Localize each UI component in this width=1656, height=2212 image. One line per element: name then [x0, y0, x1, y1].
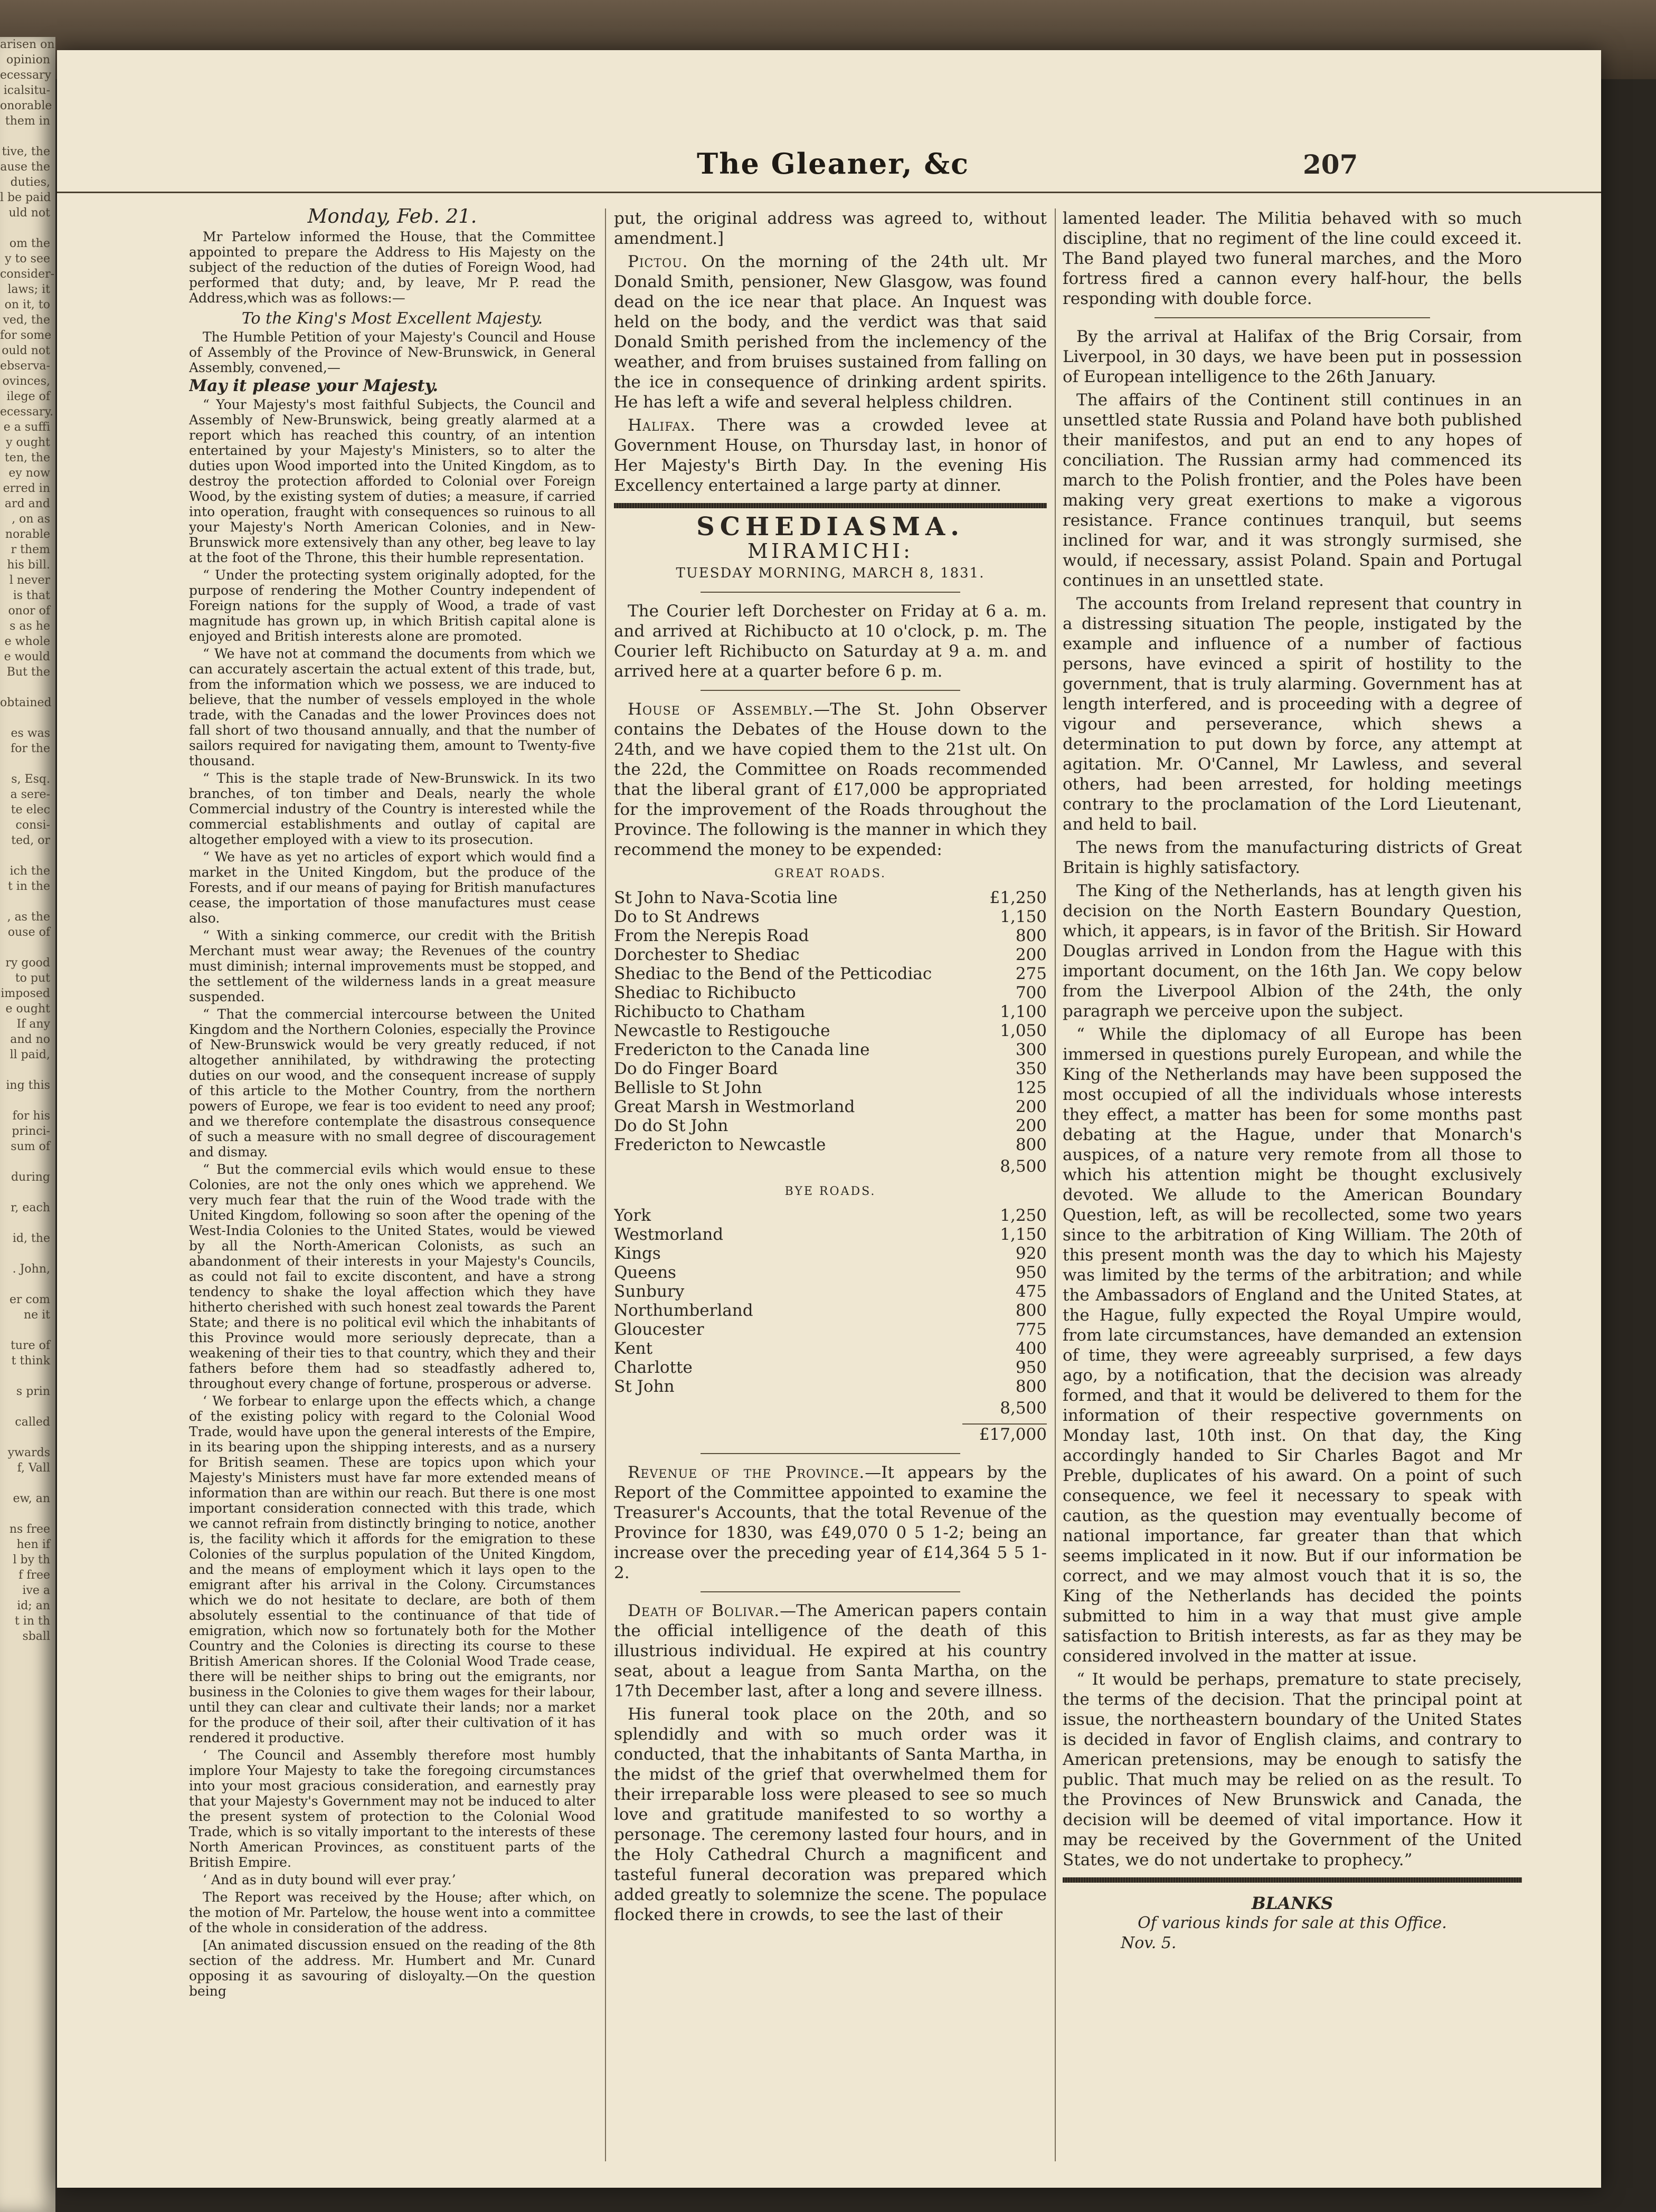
road-row: [614, 926, 1047, 945]
great-roads-total: 8,500: [1000, 1157, 1047, 1176]
road-row: [614, 888, 1047, 907]
facing-page-fragment: s, Esq.: [11, 773, 50, 786]
facing-page-fragment: erred in: [3, 482, 50, 495]
facing-page-fragment: [0, 221, 55, 236]
facing-page-fragment: ey now: [8, 467, 50, 480]
facing-page-fragment: t in the: [7, 880, 50, 893]
address-paragraph: The Report was received by the House; after which, on the motion of Mr. Partelow, the house went into a committee of the whole in consideration of the address.: [189, 1890, 595, 1935]
facing-page-fragment: onor of: [8, 604, 50, 618]
facing-page-fragment: [0, 1185, 55, 1200]
facing-page-fragment: hen if: [16, 1538, 50, 1551]
assembly-heading: House of Assembly.: [628, 700, 814, 719]
address-paragraph: “ Your Majesty's most faithful Subjects, the Council and Assembly of New-Brunswick, being greatly alarmed at a report which has reached this country, of an intention entertained by your Majesty's Ministers, so to alter the duties upon Wood imported into the United Kingdom, as to destroy the protection afforded to Colonial over Foreign Wood, by the existing system of duties; a measure, if carried into operation, fraught with consequences so ruinous to all your Majesty's North American Colonies, and in New-Brunswick more extensively than any other, beg leave to lay at the foot of the Throne, this their humble representation.: [189, 397, 595, 565]
road-name: Shediac to the Bend of the Petticodiac: [614, 964, 932, 983]
road-amount: 1,250: [1000, 1206, 1047, 1225]
facing-page-fragment: [0, 710, 55, 726]
address-paragraph: [An animated discussion ensued on the reading of the 8th section of the address. Mr. Humbert and Mr. Cunard opposing it as savouring of disloyalty.—On the question being: [189, 1938, 595, 1999]
facing-page-fragment: ilege of: [6, 390, 50, 403]
facing-page-fragment: ive a: [22, 1584, 50, 1597]
facing-page-fragment: s prin: [16, 1385, 50, 1398]
road-row: [614, 1097, 1047, 1116]
facing-page-fragment: ing this: [6, 1079, 50, 1092]
facing-page-fragment: e whole: [4, 635, 50, 648]
facing-page-fragment: sum of: [11, 1140, 50, 1153]
road-row: [614, 1078, 1047, 1097]
road-row: [614, 1021, 1047, 1040]
section-rule: [1063, 1877, 1522, 1883]
facing-page-fragment: [0, 129, 55, 144]
address-paragraph: “ Under the protecting system originally adopted, for the purpose of rendering the Mother Country independent of Foreign nations for the supply of Wood, a trade of vast magnitude has grown up, in which British capital alone is enjoyed and British interests alone are promoted.: [189, 567, 595, 644]
facing-page-fragment: ywards: [7, 1446, 50, 1459]
bye-roads-heading: BYE ROADS.: [784, 1185, 876, 1198]
road-name: Gloucester: [614, 1320, 704, 1339]
place-line: MIRAMICHI:: [747, 539, 913, 563]
road-name: Do to St Andrews: [614, 907, 760, 926]
header-rule: [57, 192, 1601, 193]
facing-page-fragment: obtained: [0, 696, 52, 709]
facing-page-fragment: l by th: [13, 1553, 50, 1567]
facing-page-fragment: on it, to: [4, 298, 50, 311]
address-paragraph: “ This is the staple trade of New-Brunswick. In its two branches, of ton timber and Deals, nearly the whole Commercial industry of the Country is interested while the commercial establishments and outlay of capital are altogether employed with a view to its prosecution.: [189, 771, 595, 847]
facing-page-fragment: y to see: [5, 252, 50, 265]
address-paragraph: “ With a sinking commerce, our credit with the British Merchant must wear away; the Revenues of the country must diminish; internal improvements must be stopped, and the settlement of the wilderness lands in a great measure suspended.: [189, 928, 595, 1004]
road-name: Westmorland: [614, 1225, 724, 1244]
petition-line: The Humble Petition of your Majesty's Council and House of Assembly of the Province of New-Brunswick, in General Assembly, convened,—: [189, 329, 595, 375]
divider: [701, 1453, 960, 1454]
facing-page-fragment: f free: [18, 1569, 50, 1582]
road-amount: 475: [1015, 1282, 1047, 1301]
facing-page-fragment: s as he: [10, 620, 50, 633]
road-name: Do do St John: [614, 1116, 728, 1135]
facing-page-fragment: consi-: [15, 819, 50, 832]
facing-page-fragment: [0, 1476, 55, 1491]
road-amount: 350: [1015, 1059, 1047, 1078]
address-paragraph: “ We have as yet no articles of export which would find a market in the United Kingdom, but the produce of the Forests, and if our means of paying for British manufactures cease, the importation of those manufactures must cease also.: [189, 849, 595, 926]
address-paragraph: “ That the commercial intercourse between the United Kingdom and the Northern Colonies, especially the Province of New-Brunswick would be very greatly reduced, if not altogether annihilated, by withdrawing the protecting duties on our wood, and the consequent increase of supply of this article to the Mother Country, from the northern powers of Europe, we fear is too evident to need any proof; and we therefore contemplate the disastrous consequence of such a measure with no small degree of discouragement and dismay.: [189, 1007, 595, 1160]
road-row: [614, 1320, 1047, 1339]
divider: [701, 1591, 960, 1592]
road-amount: 1,150: [1000, 1225, 1047, 1244]
facing-page-fragment: [0, 1399, 55, 1414]
facing-page-fragment: ovinces,: [2, 375, 50, 388]
address-paragraph: ‘ The Council and Assembly therefore most humbly implore Your Majesty to take the foregoing circumstances into your most gracious consideration, and earnestly pray that your Majesty's Government may not be induced to alter the present system of protection to the Colonial Wood Trade, which is so vitally important to the interests of these North American Provinces, as constituent parts of the British Empire.: [189, 1748, 595, 1870]
facing-page-fragment: om the: [9, 237, 50, 250]
bye-roads-total: 8,500: [1000, 1399, 1047, 1418]
road-row: [614, 1358, 1047, 1377]
salutation: May it please your Majesty.: [189, 376, 439, 395]
facing-page-fragment: laws; it: [7, 283, 50, 296]
revenue-heading: Revenue of the Province.: [628, 1463, 865, 1482]
road-name: Dorchester to Shediac: [614, 945, 800, 964]
road-amount: 1,100: [1000, 1002, 1047, 1021]
facing-page-fragment: ved, the: [3, 314, 50, 327]
facing-page-fragment: e a suffi: [3, 421, 50, 434]
facing-page-fragment: e ought: [5, 1002, 50, 1015]
facing-page-fragment: ew, an: [13, 1492, 50, 1505]
facing-page-fragment: [0, 1093, 55, 1108]
courier-paragraph: The Courier left Dorchester on Friday at 6 a. m. and arrived at Richibucto at 10 o'clock, p. m. The Courier left Richibucto on Saturday at 9 a. m. and arrived here at a quarter before 6 p. m.: [614, 602, 1047, 681]
continuation-text: lamented leader. The Militia behaved with so much discipline, that no regiment of the line could exceed it. The Band played two funeral marches, and the Moro fortress fired a cannon every half-hour, the bells responding with double force.: [1063, 209, 1522, 308]
facing-page-fragment: ouse of: [7, 926, 50, 939]
road-row: [614, 1263, 1047, 1282]
facing-page-fragment: , as the: [7, 910, 50, 924]
road-amount: 800: [1015, 1301, 1047, 1320]
halifax-paragraph: [614, 415, 1047, 496]
facing-page-fragment: for some: [0, 329, 52, 342]
facing-page-fragment: ecessary: [0, 69, 52, 82]
facing-page-fragment: ns free: [9, 1523, 50, 1536]
facing-page-fragment: icalsitu-: [3, 84, 50, 97]
road-row: [614, 1116, 1047, 1135]
newspaper-page: [57, 50, 1601, 2188]
quote-paragraph: “ It would be perhaps, premature to state precisely, the terms of the decision. That the principal point at issue, the northeastern boundary of the United States is decided in favor of English claims, and contrary to American pretensions, may be enough to satisfy the public. That much may be relied on as the result. To the Provinces of New Brunswick and Canada, the decision will be deemed of vital importance. How it may be received by the Government of the United States, we do not undertake to prophecy.”: [1063, 1670, 1522, 1869]
road-name: Do do Finger Board: [614, 1059, 778, 1078]
facing-page-fragment: ll paid,: [10, 1048, 50, 1061]
road-amount: 200: [1015, 1097, 1047, 1116]
address-paragraph: “ But the commercial evils which would ensue to these Colonies, are not the only ones which we apprehend. We very much fear that the ruin of the Wood trade with the United Kingdom, following so soon after the opening of the West-India Colonies to the United States, would be viewed by all the North-American Colonists, as such an abandonment of their interests in your Majesty's Councils, as could not fail to excite discontent, and have a strong tendency to shake the loyal affection which they have hitherto cherished with such honest zeal towards the Parent State; and there is no political evil which the inhabitants of this Province would more seriously deprecate, than a weakening of their ties to that country, which they and their fathers before them had so steadfastly adhered to, throughout every change of fortune, prosperous or adverse.: [189, 1162, 595, 1391]
facing-page-fragment: [0, 848, 55, 863]
road-row: [614, 1040, 1047, 1059]
assembly-paragraph: [614, 699, 1047, 860]
halifax-heading: Halifax.: [628, 416, 696, 435]
facing-page-fragment: uld not: [8, 206, 50, 220]
facing-page-fragment: ten, the: [4, 451, 50, 464]
facing-page-fragment: to put: [15, 972, 50, 985]
road-name: Richibucto to Chatham: [614, 1002, 806, 1021]
page-header: [57, 143, 1601, 190]
road-amount: 275: [1015, 964, 1047, 983]
revenue-paragraph: [614, 1463, 1047, 1583]
facing-page-fragment: and no: [10, 1033, 50, 1046]
road-amount: 200: [1015, 1116, 1047, 1135]
road-row: [614, 1377, 1047, 1396]
road-amount: 920: [1015, 1244, 1047, 1263]
facing-page-fragment: But the: [6, 666, 50, 679]
divider: [1155, 317, 1430, 318]
assembly-text: —The St. John Observer contains the Debates of the House down to the 24th, and we have copied them to the 21st ult. On the 22d, the Committee on Roads recommended that the liberal grant of £17,000 be appropriated for the improvement of the Roads throughout the Province. The following is the manner in which they recommend the money to be expended:: [614, 700, 1047, 859]
address-body: [189, 397, 595, 1999]
address-title: To the King's Most Excellent Majesty.: [241, 309, 543, 328]
facing-page-fragment: ebserva-: [0, 359, 50, 373]
grand-total: £17,000: [962, 1423, 1047, 1445]
running-title: The Gleaner, &c: [697, 147, 969, 181]
facing-page-edge: [0, 37, 55, 2212]
facing-page-fragment: [0, 680, 55, 695]
facing-page-fragment: for his: [12, 1109, 50, 1123]
road-row: [614, 1282, 1047, 1301]
quote-paragraph: “ While the diplomacy of all Europe has been immersed in questions purely European, and while the King of the Netherlands may have been supposed the most occupied of all the individuals whose interests they effect, a matter has been for some months past debating at the Hague, under that Monarch's auspices, of a nature very remote from all those to which his attention might be thought exclusively devoted. We allude to the American Boundary Question, left, as will be recollected, some two years since to the arbitration of King William. The 20th of this present month was the day to which his Majesty was limited by the terms of the arbitration; and while the Ambassadors of England and the United States, at the Hague, fully expected the Royal Umpire would, from late circumstances, have demanded an extension of time, they were agreeably surprised, a few days ago, by a notification, that the decision was already formed, and that it would be delivered to them for the information of their respective governments on Monday last, 10th inst. On that day, the King accordingly handed to Sir Charles Bagot and Mr Preble, duplicates of his award. On a point of such consequence, we feel it necessary to speak with caution, as the question may eventually become of national importance, far greater than that which seems implicated in it now. But if our information be correct, and we may almost vouch that it is so, the King of the Netherlands has decided the points submitted to him in a way that must give ample satisfaction to British interests, as far as they may be considered involved in the matter at issue.: [1063, 1025, 1522, 1666]
blanks-advert: Of various kinds for sale at this Office.: [1138, 1914, 1447, 1932]
masthead: SCHEDIASMA.: [696, 512, 964, 542]
facing-page-fragment: consider-: [0, 268, 55, 281]
facing-page-fragment: [0, 1323, 55, 1338]
road-amount: 950: [1015, 1358, 1047, 1377]
road-amount: 300: [1015, 1040, 1047, 1059]
halifax-text: There was a crowded levee at Government House, on Thursday last, in honor of Her Majesty's Birth Day. In the evening His Excellency entertained a large party at dinner.: [614, 416, 1047, 495]
pictou-text: On the morning of the 24th ult. Mr Donald Smith, pensioner, New Glasgow, was found dead on the ice near that place. An Inquest was held on the body, and the verdict was that said Donald Smith perished from the inclemency of the weather, and from bruises sustained from falling on the ice in consequence of drinking ardent spirits. He has left a wife and several helpless children.: [614, 252, 1047, 412]
facing-page-fragment: ould not: [2, 344, 50, 357]
dateline: TUESDAY MORNING, MARCH 8, 1831.: [676, 565, 985, 581]
road-amount: 200: [1015, 945, 1047, 964]
facing-page-fragment: . John,: [12, 1262, 50, 1276]
road-row: [614, 1225, 1047, 1244]
road-name: Kent: [614, 1339, 653, 1358]
road-amount: 800: [1015, 926, 1047, 945]
road-amount: 950: [1015, 1263, 1047, 1282]
pictou-heading: Pictou.: [628, 252, 688, 271]
facing-page-fragment: princi-: [12, 1125, 50, 1138]
road-row: [614, 1301, 1047, 1320]
road-row: [614, 907, 1047, 926]
facing-page-fragment: tive, the: [2, 145, 50, 158]
column-divider: [605, 208, 606, 2161]
bolivar-text: —The American papers contain the official intelligence of the death of this illustrious individual. He expired at his country seat, about a league from Santa Martha, on the 17th December last, after a long and severe illness.: [614, 1601, 1047, 1701]
facing-page-fragment: them in: [5, 115, 50, 128]
road-row: [614, 1059, 1047, 1078]
road-row: [614, 1339, 1047, 1358]
bolivar-heading: Death of Bolivar.: [628, 1601, 780, 1620]
column-foreign-news: [1063, 208, 1522, 2161]
facing-page-fragment: [0, 940, 55, 955]
facing-page-fragment: es was: [11, 727, 50, 740]
facing-page-fragment: ture of: [11, 1339, 50, 1352]
road-name: St John to Nava-Scotia line: [614, 888, 838, 907]
pictou-paragraph: [614, 252, 1047, 412]
divider: [701, 690, 960, 691]
road-row: [614, 1244, 1047, 1263]
continuation-text: put, the original address was agreed to, without amendment.]: [614, 209, 1047, 248]
facing-page-fragment: ecessary.: [0, 405, 54, 419]
column-local-news: [614, 208, 1047, 2161]
facing-page-fragment: ne it: [23, 1308, 50, 1322]
corsair-paragraph: By the arrival at Halifax of the Brig Corsair, from Liverpool, in 30 days, we have been put in possession of European intelligence to the 26th January.: [1063, 327, 1522, 386]
intro-paragraph: Mr Partelow informed the House, that the Committee appointed to prepare the Address to His Majesty on the subject of the reduction of the duties of Foreign Wood, had performed that duty; and, by leave, Mr P. read the Address,which was as follows:—: [189, 229, 595, 306]
facing-page-fragment: ted, or: [11, 834, 50, 847]
road-name: Fredericton to Newcastle: [614, 1135, 826, 1154]
bye-roads-table: [614, 1206, 1047, 1396]
road-amount: 800: [1015, 1377, 1047, 1396]
road-name: Shediac to Richibucto: [614, 983, 796, 1002]
road-amount: 400: [1015, 1339, 1047, 1358]
facing-page-fragment: f, Vall: [17, 1461, 50, 1475]
facing-page-fragment: called: [15, 1416, 50, 1429]
road-row: [614, 945, 1047, 964]
facing-page-fragment: t think: [11, 1354, 50, 1368]
facing-page-fragment: norable: [5, 528, 50, 541]
divider: [701, 592, 960, 593]
facing-page-fragment: [0, 1506, 55, 1522]
road-row: [614, 1002, 1047, 1021]
road-amount: 800: [1015, 1135, 1047, 1154]
road-name: St John: [614, 1377, 675, 1396]
facing-page-fragment: , on as: [12, 512, 50, 526]
facing-page-fragment: [0, 1277, 55, 1292]
road-row: [614, 1135, 1047, 1154]
road-name: Northumberland: [614, 1301, 753, 1320]
facing-page-fragment: r them: [11, 543, 50, 556]
facing-page-fragment: his bill.: [7, 558, 50, 572]
great-roads-heading: GREAT ROADS.: [774, 867, 886, 880]
road-amount: £1,250: [989, 888, 1047, 907]
address-paragraph: “ We have not at command the documents from which we can accurately ascertain the actual extent of this trade, but, from the information which we possess, we are induced to believe, that the number of vessels employed in the whole trade, with the Canadas and the lower Provinces does not fall short of two thousand annually, and that the number of sailors required for navigating them, amount to Twenty-five thousand.: [189, 646, 595, 768]
facing-page-fragment: [0, 894, 55, 909]
road-name: Charlotte: [614, 1358, 693, 1377]
facing-page-fragment: [0, 1369, 55, 1384]
facing-page-fragment: r, each: [11, 1201, 50, 1214]
page-number: 207: [1303, 149, 1358, 180]
address-paragraph: ‘ We forbear to enlarge upon the effects which, a change of the existing policy with regard to the Colonial Wood Trade, would have upon the general interests of the Empire, in its bearing upon the shipping interests, and as a nursery for British seamen. These are topics upon which your Majesty's Ministers must have far more extended means of information than are within our reach. But there is one most important consideration connected with this trade, which we cannot refrain from distinctly bringing to notice, another is, the facility which it affords for the emigration to these Colonies of the surplus population of the United Kingdom, and the means of employment which it lays open to the emigrant after his arrival in the Colony. Circumstances which we do not hesitate to declare, are both of them absolutely essential to the continuance of that tide of emigration, which now so fortunately both for the Mother Country and the Colonies is directing its course to these British American shores. If the Colonial Wood Trade cease, there will be neither ships to bring out the emigrants, nor business in the Colonies to give them wages for their labour, until they can clear and cultivate their lands; nor a market for the produce of their soil, after their cultivation of it has rendered it productive.: [189, 1393, 595, 1745]
great-roads-table: [614, 888, 1047, 1154]
facing-page-fragment: [0, 1216, 55, 1231]
facing-page-fragment: ard and: [4, 497, 50, 510]
blanks-heading: BLANKS: [1251, 1893, 1333, 1913]
road-row: [614, 1206, 1047, 1225]
road-amount: 1,150: [1000, 907, 1047, 926]
facing-page-fragment: t in th: [14, 1615, 50, 1628]
facing-page-fragment: l be paid: [0, 191, 51, 204]
facing-page-fragment: l never: [9, 574, 50, 587]
road-name: Sunbury: [614, 1282, 685, 1301]
road-name: From the Nerepis Road: [614, 926, 809, 945]
facing-page-fragment: [0, 1062, 55, 1078]
facing-page-fragment: y ought: [6, 436, 50, 449]
facing-page-fragment: arisen on: [0, 38, 55, 51]
facing-page-fragment: [0, 1246, 55, 1261]
facing-page-fragment: ry good: [5, 956, 50, 970]
facing-page-fragment: [0, 1430, 55, 1445]
funeral-paragraph: His funeral took place on the 20th, and so splendidly and with so much order was it conducted, that the inhabitants of Santa Martha, in the midst of the grief that overwhelmed them for their irreparable loss were pleased to see so much love and gratitude manifested to so worthy a personage. The ceremony lasted four hours, and in the Holy Cathedral Church a magnificent and tasteful funeral decoration was prepared which added greatly to solemnize the scene. The populace flocked there in crowds, to see the last of their: [614, 1705, 1047, 1924]
road-amount: 700: [1015, 983, 1047, 1002]
blanks-date: Nov. 5.: [1121, 1934, 1177, 1952]
facing-page-fragment: te elec: [11, 803, 50, 817]
facing-page-fragment: duties,: [10, 176, 50, 189]
facing-page-fragment: is that: [13, 589, 50, 602]
road-name: Bellisle to St John: [614, 1078, 762, 1097]
facing-page-fragment: imposed: [1, 987, 50, 1000]
bolivar-paragraph: [614, 1601, 1047, 1701]
facing-page-fragment: opinion: [6, 53, 50, 67]
facing-page-fragment: a sere-: [10, 788, 50, 801]
road-name: Kings: [614, 1244, 661, 1263]
facing-page-fragment: ause the: [0, 160, 50, 174]
column-legislature: [189, 208, 595, 2161]
facing-page-fragment: id, the: [12, 1232, 50, 1245]
address-paragraph: ‘ And as in duty bound will ever pray.’: [203, 1872, 456, 1887]
road-row: [614, 983, 1047, 1002]
manufacturing-paragraph: The news from the manufacturing districts of Great Britain is highly satisfactory.: [1063, 838, 1522, 877]
facing-page-fragment: e would: [4, 650, 50, 663]
facing-page-fragment: If any: [16, 1018, 50, 1031]
road-name: Great Marsh in Westmorland: [614, 1097, 855, 1116]
facing-page-fragment: for the: [11, 742, 50, 755]
road-row: [614, 964, 1047, 983]
facing-page-fragment: during: [11, 1171, 50, 1184]
column-divider: [1055, 208, 1056, 2161]
road-amount: 1,050: [1000, 1021, 1047, 1040]
revenue-text: —It appears by the Report of the Committee appointed to examine the Treasurer's Accounts, that the total Revenue of the Province for 1830, was £49,070 0 5 1-2; being an increase over the preceding year of £14,364 5 5 1-2.: [614, 1463, 1047, 1582]
facing-page-fragment: [0, 1154, 55, 1170]
road-amount: 775: [1015, 1320, 1047, 1339]
section-rule: [614, 503, 1047, 508]
road-name: York: [614, 1206, 651, 1225]
facing-page-fragment: id; an: [17, 1599, 50, 1612]
facing-page-fragment: ich the: [10, 865, 50, 878]
netherlands-paragraph: The King of the Netherlands, has at length given his decision on the North Eastern Boundary Question, which, it appears, is in favor of the British. Sir Howard Douglas arrived in London from the Hague with this important document, on the 16th Jan. We copy below from the Liverpool Albion of the 24th, the only paragraph we perceive upon the subject.: [1063, 881, 1522, 1021]
continent-paragraph: The affairs of the Continent still continues in an unsettled state Russia and Poland have both published their manifestos, and put an end to any hopes of conciliation. The Russian army had commenced its march to the Polish frontier, and the Poles have been making very great exertions to make a vigorous resistance. France continues tranquil, but seems inclined for war, and it was strongly surmised, she would, if necessary, assist Poland. Spain and Portugal continues in an unsettled state.: [1063, 391, 1522, 590]
road-name: Newcastle to Restigouche: [614, 1021, 830, 1040]
facing-page-fragment: sball: [22, 1630, 50, 1643]
road-amount: 125: [1015, 1078, 1047, 1097]
road-name: Fredericton to the Canada line: [614, 1040, 870, 1059]
facing-page-fragment: onorable: [0, 99, 52, 112]
facing-page-fragment: [0, 756, 55, 772]
facing-page-fragment: er com: [10, 1293, 50, 1306]
date-heading: Monday, Feb. 21.: [307, 208, 477, 227]
road-name: Queens: [614, 1263, 676, 1282]
ireland-paragraph: The accounts from Ireland represent that country in a distressing situation The people, instigated by the example and influence of a number of factious persons, have evinced a spirit of hostility to the government, that is truly alarming. Government has at length interfered, and is proceeding with a degree of vigour and perseverance, which shews a determination to put down by force, any attempt at agitation. Mr. O'Cannel, Mr Lawless, and several others, had been arrested, for holding meetings contrary to the proclamation of the Lord Lieutenant, and held to bail.: [1063, 594, 1522, 834]
